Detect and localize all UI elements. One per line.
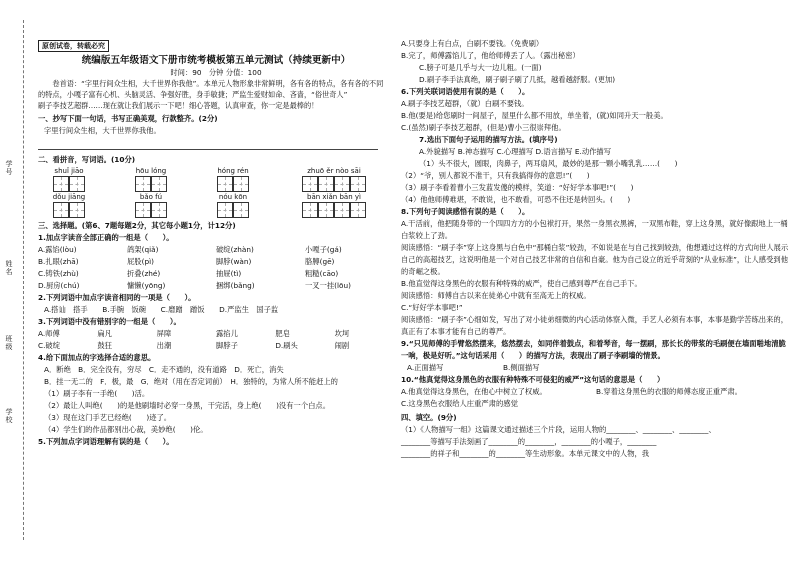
q3-option-a[interactable]: A.师傅 扁凡 屏障 露掐儿 肥皂 坎坷 — [38, 329, 350, 338]
q3-option-c[interactable]: C.破绽 鼓狂 出潮 脚脖子 D.刷头 闹剧 — [38, 341, 350, 350]
section-2-heading: 二、看拼音，写词语。(10分) — [38, 155, 136, 164]
exam-title: 统编版五年级语文下册市统考模板第五单元测试（持续更新中） — [81, 55, 351, 66]
q8-stem: 8.下列句子阅读感悟有误的是（ ）。 — [401, 207, 530, 216]
exam-meta: 时间：90 分钟 分值：100 — [170, 68, 262, 77]
q5-option-a[interactable]: A.只要身上有白点，白刷不要钱。（免费刷） — [401, 39, 544, 48]
q7-options: A.外貌描写 B.神态描写 C.心理描写 D.语言描写 E.动作描写 — [419, 147, 612, 156]
pinyin-item[interactable]: hóng rén — [202, 167, 264, 192]
binding-margin — [0, 0, 36, 561]
q10-stem: 10.“他真觉得这身黑色的衣服有种特殊不可侵犯的威严”这句话的意思是（ ） — [401, 375, 665, 384]
copyright-stamp: 原创试卷，转载必究 — [38, 40, 109, 52]
q6-stem: 6.下列关联词语使用有误的是（ ）。 — [401, 87, 530, 96]
copy-answer-line[interactable] — [38, 139, 378, 150]
pinyin-item[interactable]: zhuō ěr nòo sāi — [284, 167, 384, 192]
q8-comment-c: 阅读感悟：“刷子李”心细如发，写出了对小徒弟细微的内心活动体察入微，手艺人必须有本事，本事是勤学苦练出来的，真正有了本事才能有自己的尊严。 — [401, 315, 788, 336]
q7-item-4[interactable]: （4）他他师傅难堪，不敢说，也不敢看，可恐不住还是转回头。( ) — [401, 195, 631, 204]
section-3-heading: 三、选择题。(第6、7题每题2分，其它每小题1分，计12分) — [38, 221, 236, 230]
fill-q1-line-3[interactable]: ________的祥子和________的________等生动形象。本单元课文中的人物，我 — [401, 449, 650, 458]
binding-line — [23, 20, 24, 540]
pinyin-item[interactable]: bān xiǎn bān yì — [284, 193, 384, 218]
fill-q1-line-2[interactable]: ________等描写手法刻画了________的________，________的小嘎子，________ — [401, 437, 657, 446]
q5-stem: 5.下列加点字词语理解有误的是（ ）。 — [38, 437, 174, 446]
q7-item-1[interactable]: （1）头不很大，圆眼，肉鼻子，两耳扇风，最妙的是那一颗小嘴乳乳……( ) — [419, 159, 678, 168]
q4-item-3[interactable]: （3）现在这门手艺已经绝( )迹了。 — [44, 413, 172, 422]
q1-stem: 1.加点字读音全部正确的一组是（ ）。 — [38, 233, 174, 242]
q3-stem: 3.下列词语中没有错别字的一组是（ ）。 — [38, 317, 181, 326]
q2-options[interactable]: A.搭讪 搭手 B.手腕 饭碗 C.磨蹭 蹭饭 D.严监生 国子监 — [44, 305, 279, 314]
pinyin-item[interactable]: dǒu jiāng — [38, 193, 100, 218]
margin-label-banji: 班级 — [5, 335, 13, 351]
q6-option-b[interactable]: B.他(要是)给您刷时一间屋子，屋里什么都不用放，单坐着，(就)如同升天一般美。 — [401, 111, 668, 120]
q7-stem: 7.选出下面句子运用的描写方法。(填序号) — [419, 135, 558, 144]
q8-option-a[interactable]: A.干活前，他把随身带的一个四四方方的小包袱打开，果然一身黑衣黑裤，一双黑布鞋，穿上这身黑，就好像跟地上一桶白浆较上了劲。 — [401, 219, 788, 240]
pinyin-item[interactable]: bǎo fú — [120, 193, 182, 218]
q2-stem: 2.下列词语中加点字读音相同的一项是（ ）。 — [38, 293, 196, 302]
q8-comment-b: 阅读感悟：师傅自古以来在徒弟心中就有至高无上的权威。 — [401, 291, 591, 300]
left-column — [38, 40, 394, 555]
right-column — [401, 38, 791, 558]
q5-option-d[interactable]: D.刷子李手法真绝，刷子刷子刷了几抵，越看越舒服。(更加) — [419, 75, 616, 84]
q1-option-a[interactable]: A.露馅(lòu) 鸽架(qiǎ) 破绽(zhàn) 小嘎子(gá) — [38, 245, 342, 254]
q4-item-2[interactable]: （2）最让人叫绝( )的是他刷墙时必穿一身黑，干完活，身上绝( )没有一个白点。 — [44, 401, 331, 410]
q4-stem: 4.给下面加点的字选择合适的意思。 — [38, 353, 156, 362]
q9-options[interactable]: A.正面描写 B.侧面描写 — [407, 363, 540, 372]
pinyin-row-2 — [38, 193, 394, 218]
margin-label-xingming: 姓名 — [5, 260, 13, 276]
q9-stem: 9.“只见师傅的手臂悠然摆来，悠然摆去，如同伴着鼓点，和着琴音，每一摆刷，那长长的带浆的毛刷便在墙面啪地清脆一响，极是好听。”这句话采用（ ）的描写方法，表现出了刷子李刷墙的情景。 — [401, 339, 786, 360]
q1-option-b[interactable]: B.扎眼(zhā) 屁股(pì) 脚脖(wàn) 胳膊(gē) — [38, 257, 335, 266]
intro-line-1: 卷首语：“字里行间众生相，大千世界你我他”。本单元人物形象非常鲜明，各有各的特点，各有各的不同 — [38, 79, 384, 88]
q1-option-d[interactable]: D.厨房(chú) 慵懒(yōng) 捆绑(bǎng) 一叉一挂(lōu) — [38, 281, 351, 290]
q7-item-3[interactable]: （3）刷子李看着曹小三发蓝发傻的模样，笑道：“好好学本事吧!”( ) — [401, 183, 634, 192]
q4-options-2: B．挂一无二的 F．极，最 G．绝对（用在否定词前） H．独特的，为常人所不能赶上的 — [44, 377, 338, 386]
q6-option-a[interactable]: A.刷子李技艺超群，（就）白刷不要钱。 — [401, 99, 529, 108]
q8-option-c[interactable]: C.“好好学本事吧!” — [401, 303, 463, 312]
intro-line-2: 的特点，小嘎子富有心机、头脑灵活、争强好胜，身手敏捷；严监生爱财如命、吝啬，“俗世奇人” — [38, 90, 348, 99]
q4-item-4[interactable]: （4）学生们的作品都别出心裁，美妙绝( )伦。 — [44, 425, 208, 434]
q5-option-c[interactable]: C.膀子可是几乎与大一边儿粗。(一面) — [419, 63, 542, 72]
pinyin-row-1 — [38, 167, 394, 192]
pinyin-item[interactable]: nóu kōn — [202, 193, 264, 218]
q10-option-c[interactable]: C.这身黑色衣服给人庄重严肃的感觉 — [401, 399, 518, 408]
q5-option-b[interactable]: B.完了，师傅露馅儿了，他给师傅丢了人。（露出秘密） — [401, 51, 580, 60]
q4-item-1[interactable]: （1）刷子李有一手绝( )活。 — [44, 389, 150, 398]
q4-options-1: A．断绝 B．完全没有，穷尽 C．走不通的，没有道路 D．死亡，消失 — [44, 365, 284, 374]
margin-label-xuehao: 学号 — [5, 160, 13, 176]
fill-q1-line-1[interactable]: （1）《人物描写一组》这篇课文通过描述三个片段，运用人物的________、________、________、 — [401, 425, 716, 434]
q6-option-c[interactable]: C.(虽然)刷子李技艺超群，(但是)曹小三很崇拜他。 — [401, 123, 566, 132]
q1-option-c[interactable]: C.铸铁(zhù) 折叠(zhé) 抽屉(tì) 粗糙(cāo) — [38, 269, 339, 278]
pinyin-item[interactable]: hōu lóng — [120, 167, 182, 192]
copy-sentence: 字里行间众生相，大千世界你我他。 — [44, 126, 161, 135]
section-4-heading: 四、填空。(9分) — [401, 413, 457, 422]
intro-line-3: 刷子李技艺超群……现在就让我们展示一下吧！细心答题，认真审查，你一定是最棒的！ — [38, 101, 319, 110]
margin-label-xuexiao: 学校 — [5, 408, 13, 424]
q10-options-ab[interactable]: A.他真觉得这身黑色，在他心中树立了权威。 B.穿着这身黑色的衣服的师傅态度正重严肃。 — [401, 387, 742, 396]
section-1-heading: 一、抄写下面一句话，书写正确美观，行款整齐。(2分) — [38, 114, 218, 123]
pinyin-item[interactable]: shuǐ jiāo — [38, 167, 100, 192]
q8-comment-a: 阅读感悟：“刷子李”穿上这身黑与白色中“那桶白浆”较劲，不如说是在与自己找到较劲，他想通过这样的方式向世人展示自己的高超技艺，这说明他是一个对自己技艺非常的自信和自豪。他为自己设立的近乎苛刻的“从业标准”，让人感受到他的奇崛之极。 — [401, 243, 789, 276]
q8-option-b[interactable]: B.他直觉得这身黑色的衣服有种特殊的威严，使自己感到尊严在自己手下。 — [401, 279, 642, 288]
q7-item-2[interactable]: （2）“爷，别人都说不准干，只有我搞得你的意思!”( ) — [401, 171, 590, 180]
